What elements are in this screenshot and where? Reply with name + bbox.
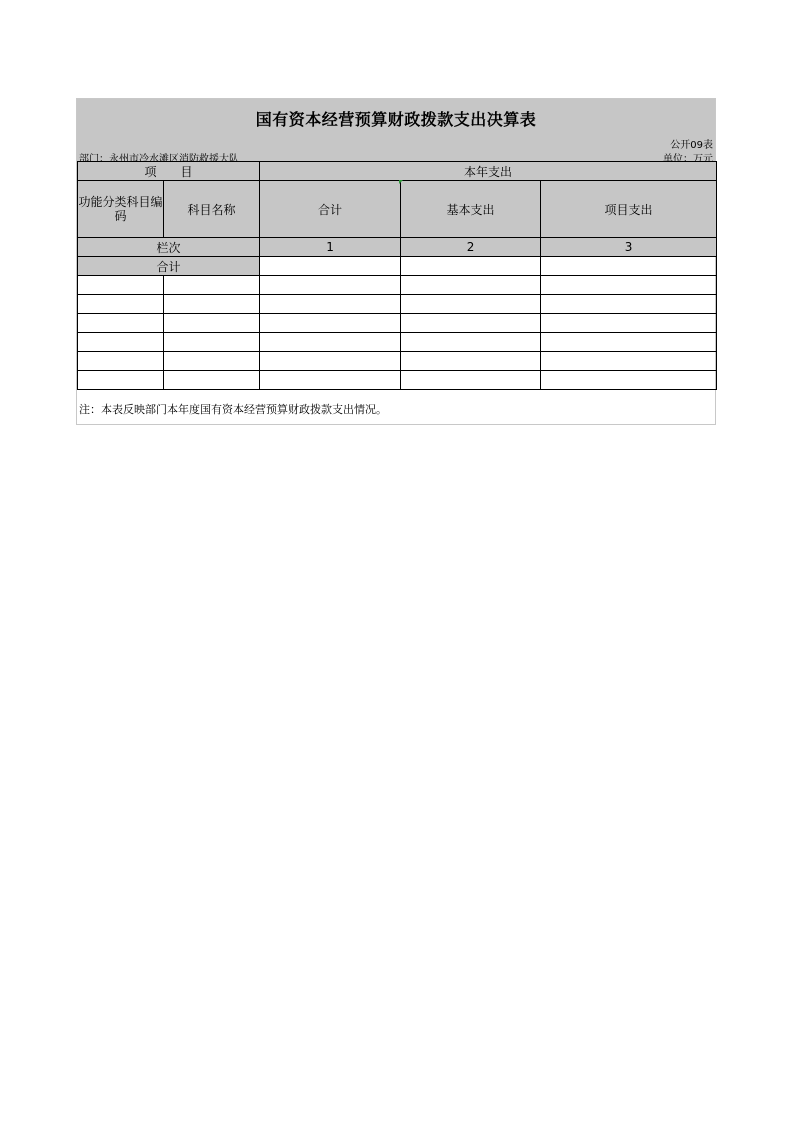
cell [78, 276, 164, 295]
unit-label: 单位：万元 [663, 154, 713, 165]
header-item: 项 目 [78, 162, 260, 181]
table-row [78, 314, 717, 333]
report-header [77, 99, 715, 165]
cell [164, 314, 260, 333]
total-label: 合计 [78, 257, 260, 276]
seq-1: 1 [260, 238, 401, 257]
table-row [78, 371, 717, 390]
cell [260, 314, 401, 333]
header-current-year: 本年支出 [260, 162, 717, 181]
seq-row [78, 238, 717, 257]
seq-label: 栏次 [78, 238, 260, 257]
cell [260, 276, 401, 295]
cell [164, 333, 260, 352]
cell [164, 352, 260, 371]
col-func-code: 功能分类科目编码 [78, 181, 164, 238]
col-subject-name: 科目名称 [164, 181, 260, 238]
total-value-1 [260, 257, 401, 276]
cell [78, 333, 164, 352]
cell [78, 371, 164, 390]
cell [78, 352, 164, 371]
cell [541, 371, 717, 390]
department-label: 部门：永州市冷水滩区消防救援大队 [79, 154, 239, 165]
seq-3: 3 [541, 238, 717, 257]
cell [401, 276, 541, 295]
header-row-1 [78, 162, 717, 181]
cell [541, 352, 717, 371]
table-row [78, 333, 717, 352]
cell [541, 276, 717, 295]
cell [164, 295, 260, 314]
cell [541, 295, 717, 314]
form-code: 公开09表 [670, 140, 713, 151]
cell [401, 352, 541, 371]
expenditure-table [77, 161, 717, 390]
cell-comment-marker [399, 180, 403, 184]
cell [260, 371, 401, 390]
cell [260, 295, 401, 314]
cell [401, 295, 541, 314]
cell [260, 333, 401, 352]
header-row-2 [78, 181, 717, 238]
col-total: 合计 [260, 181, 401, 238]
cell [541, 333, 717, 352]
seq-2: 2 [401, 238, 541, 257]
total-value-2 [401, 257, 541, 276]
footnote: 注：本表反映部门本年度国有资本经营预算财政拨款支出情况。 [79, 403, 387, 416]
table-row [78, 276, 717, 295]
total-row [78, 257, 717, 276]
table-row [78, 295, 717, 314]
cell [401, 371, 541, 390]
col-basic: 基本支出 [401, 181, 541, 238]
col-project: 项目支出 [541, 181, 717, 238]
report-title: 国有资本经营预算财政拨款支出决算表 [255, 110, 537, 129]
cell [401, 333, 541, 352]
cell [401, 314, 541, 333]
cell [164, 276, 260, 295]
cell [260, 352, 401, 371]
table-row [78, 352, 717, 371]
total-value-3 [541, 257, 717, 276]
cell [78, 314, 164, 333]
cell [541, 314, 717, 333]
cell [78, 295, 164, 314]
report-sheet [76, 98, 716, 425]
cell [164, 371, 260, 390]
